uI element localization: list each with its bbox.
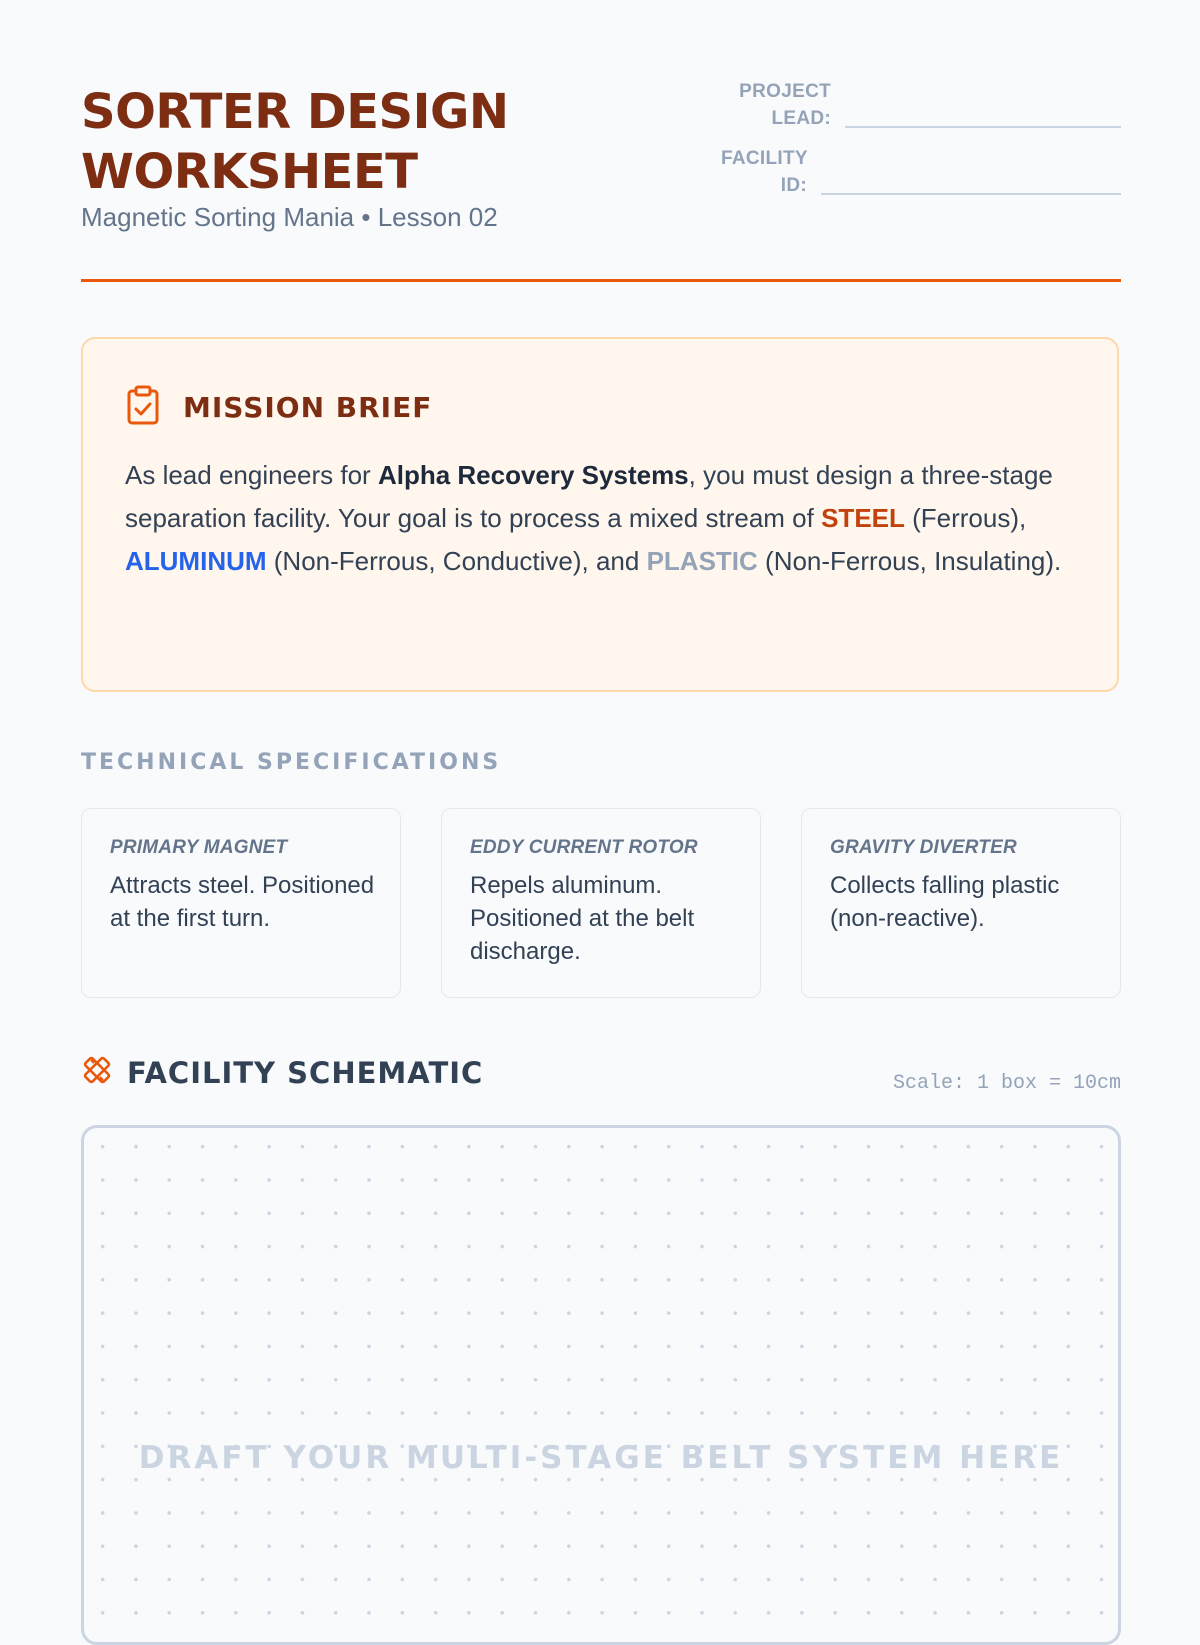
spec-description: Attracts steel. Positioned at the first turn. (110, 872, 375, 932)
project-lead-field[interactable] (721, 78, 1121, 132)
worksheet-page (81, 0, 1121, 1476)
company-name: Alpha Recovery Systems (377, 460, 689, 490)
facility-id-label: FACILITY ID: (721, 148, 808, 196)
brief-text-5: (Non-Ferrous, Insulating). (757, 546, 1062, 576)
spec-title: PRIMARY MAGNET (110, 837, 288, 858)
mission-brief-box (81, 337, 1119, 692)
pencil-ruler-icon (81, 1054, 113, 1091)
brief-text-1: As lead engineers for (125, 460, 378, 490)
spec-card-gravity-diverter (801, 808, 1121, 998)
spec-card-primary-magnet (81, 808, 401, 998)
spec-card-eddy-current-rotor (441, 808, 761, 998)
worksheet-header (81, 0, 1121, 282)
brief-text-2: , you must design a three-stage separation facility. Your goal is to process a mixed stream of (125, 460, 1053, 533)
brief-text-3: (Ferrous), (904, 503, 1027, 533)
mission-brief-heading (125, 385, 432, 430)
schematic-drawing-area[interactable] (81, 1125, 1121, 1645)
schematic-title: FACILITY SCHEMATIC (127, 1055, 484, 1090)
drawing-placeholder: DRAFT YOUR MULTI-STAGE BELT SYSTEM HERE (138, 1440, 1064, 1476)
facility-id-field[interactable] (721, 145, 1121, 199)
steel-keyword: STEEL (821, 503, 905, 533)
header-divider (81, 279, 1121, 282)
spec-description: Repels aluminum. Positioned at the belt discharge. (470, 872, 695, 965)
scale-note: Scale: 1 box = 10cm (892, 1072, 1121, 1095)
project-lead-line[interactable] (845, 126, 1121, 128)
brief-text-4: (Non-Ferrous, Conductive), and (266, 546, 647, 576)
aluminum-keyword: ALUMINUM (125, 546, 267, 576)
page-title: SORTER DESIGN WORKSHEET (81, 84, 509, 200)
page-subtitle: Magnetic Sorting Mania • Lesson 02 (81, 202, 498, 232)
clipboard-check-icon (125, 385, 161, 430)
facility-id-line[interactable] (821, 193, 1121, 195)
mission-brief-text (125, 454, 1075, 583)
spec-description: Collects falling plastic (non-reactive). (830, 872, 1060, 932)
spec-title: EDDY CURRENT ROTOR (470, 837, 698, 858)
plastic-keyword: PLASTIC (646, 546, 758, 576)
mission-brief-title: MISSION BRIEF (183, 391, 433, 424)
spec-title: GRAVITY DIVERTER (830, 837, 1017, 858)
technical-specs-label: TECHNICAL SPECIFICATIONS (81, 750, 502, 775)
project-lead-label: PROJECT LEAD: (739, 81, 831, 129)
schematic-heading (81, 1054, 483, 1091)
